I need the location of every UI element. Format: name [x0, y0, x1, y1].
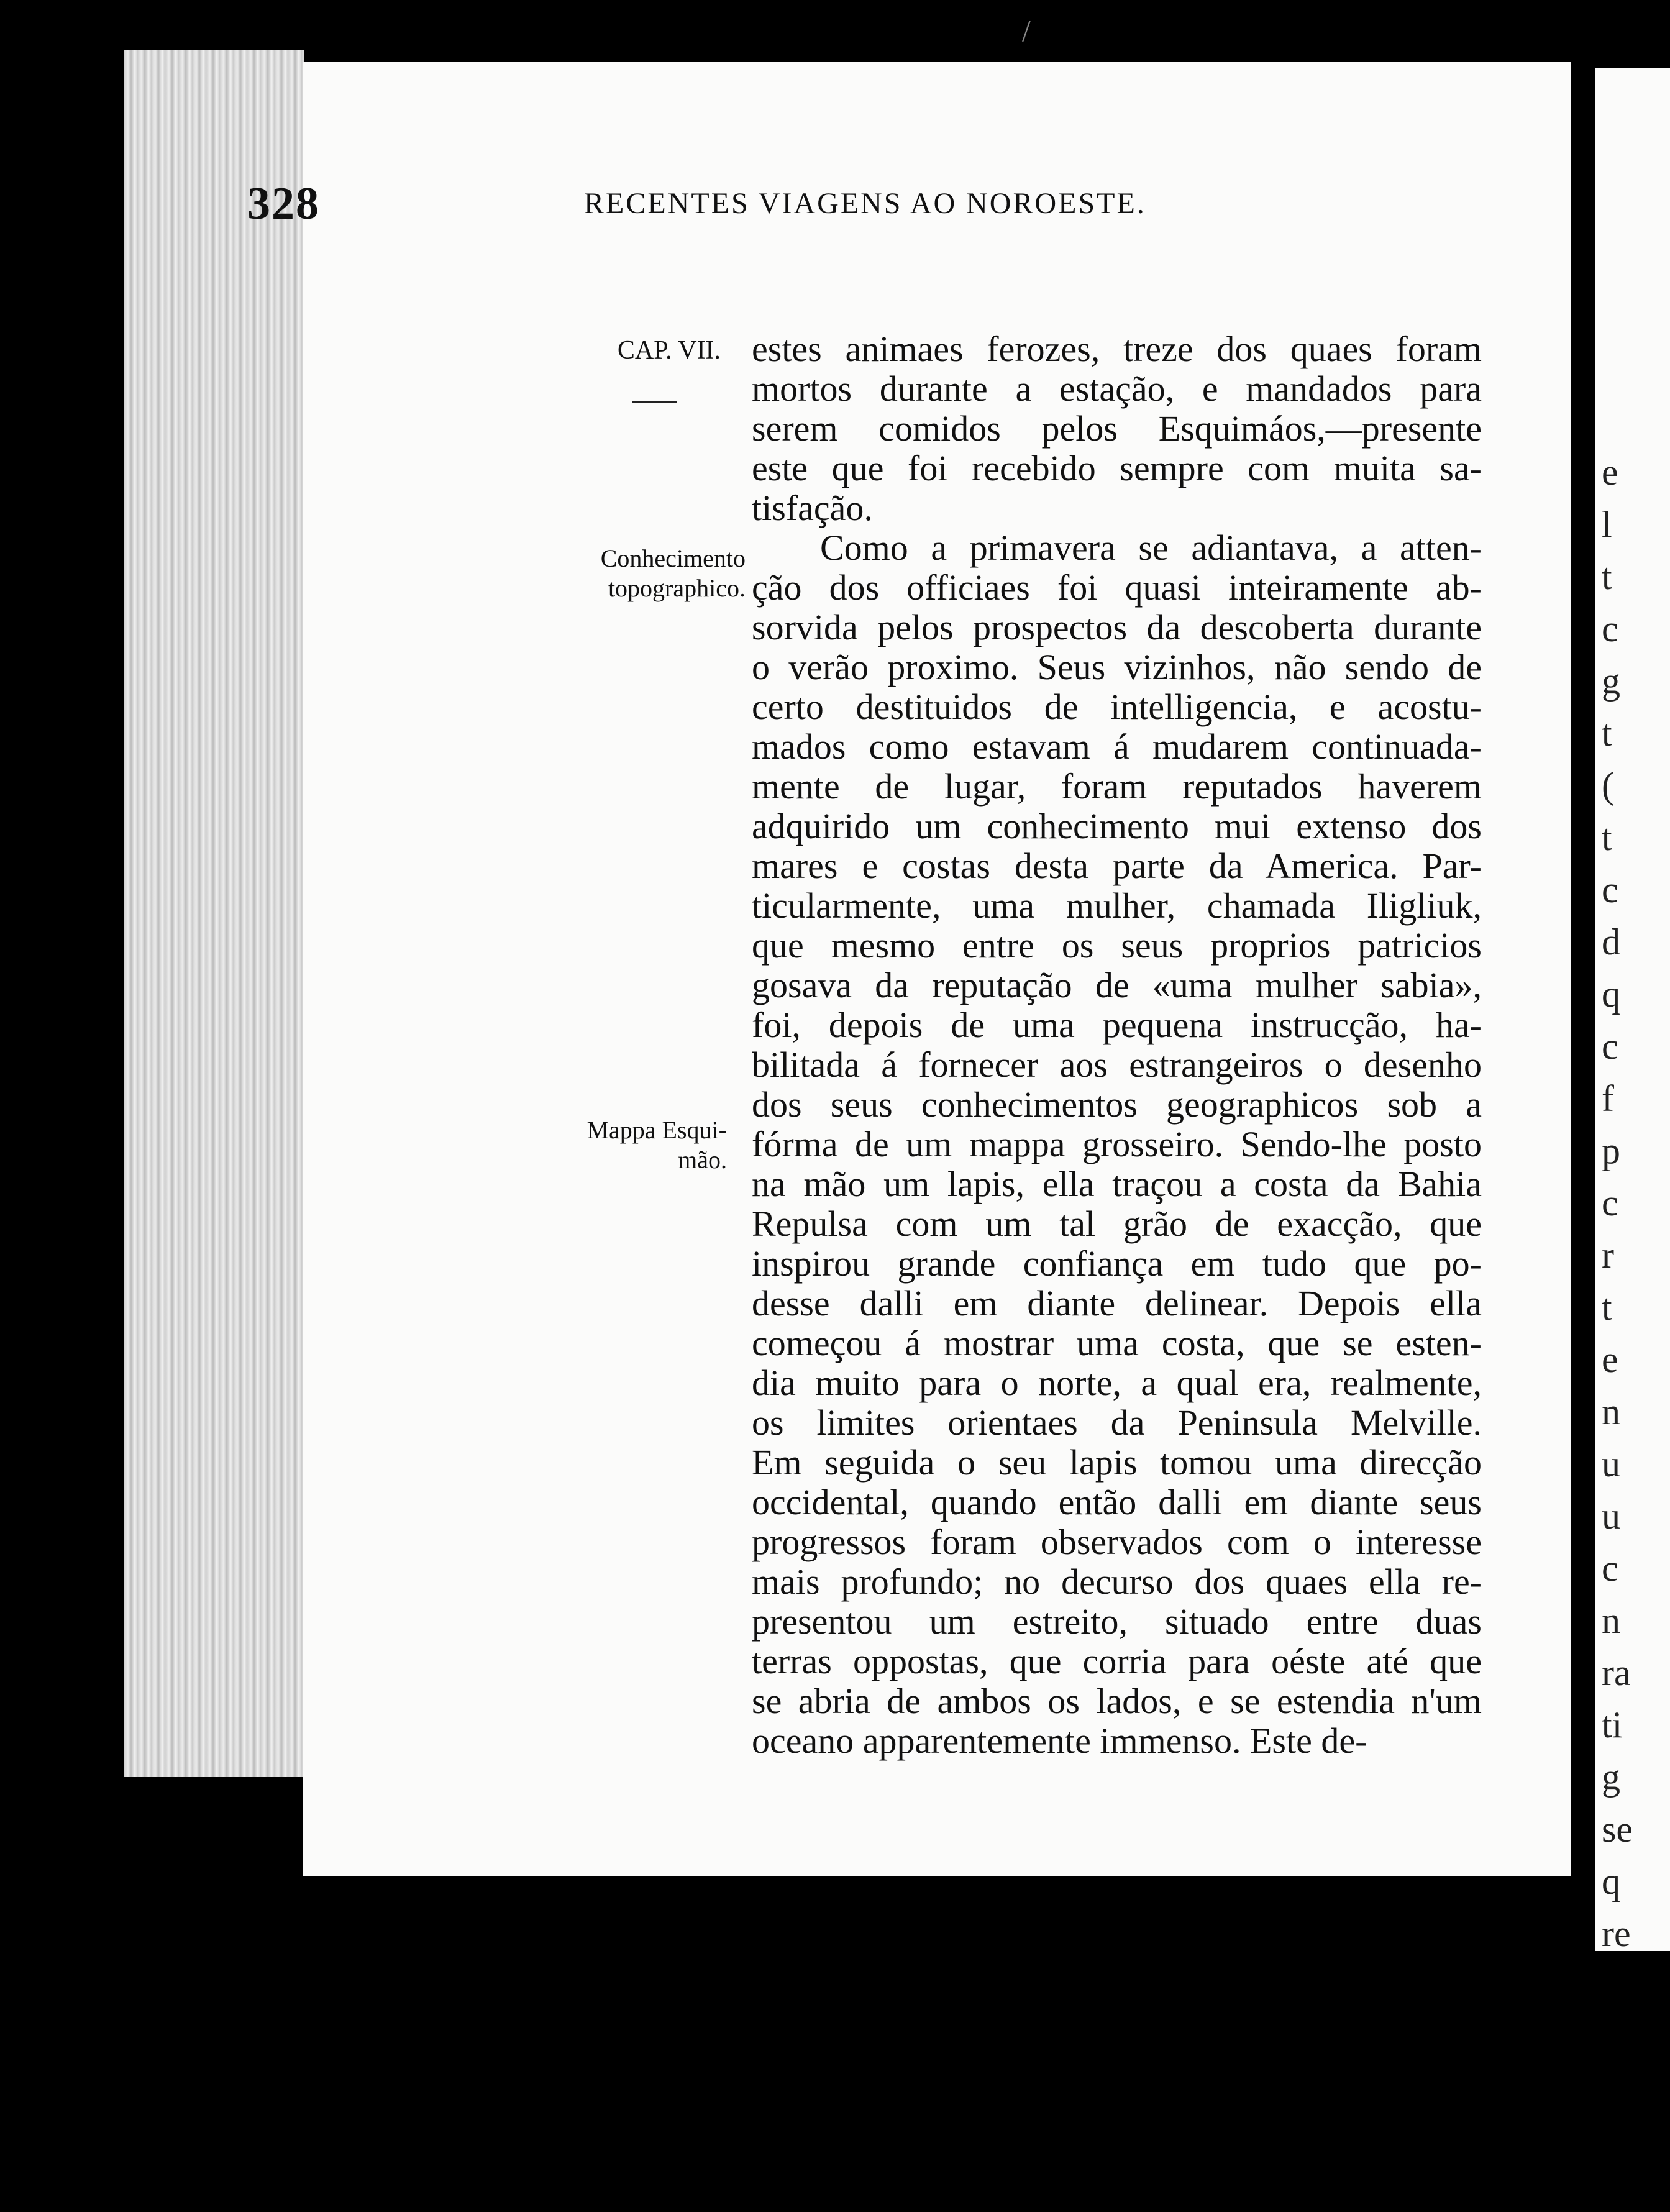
adjacent-page-fragment: c — [1602, 1026, 1618, 1067]
adjacent-page-fragment: t — [1602, 1287, 1612, 1328]
adjacent-page-fragment: q — [1602, 1861, 1620, 1902]
text-line: oceano apparentemente immenso. Este de- — [752, 1721, 1367, 1761]
adjacent-page-fragment: d — [1602, 921, 1620, 962]
chapter-divider — [632, 401, 677, 403]
adjacent-page-fragment: t — [1602, 713, 1612, 754]
text-line: Como a primavera se adiantava, a atten- — [820, 528, 1482, 568]
adjacent-page-fragment: g — [1602, 660, 1620, 702]
text-line: que mesmo entre os seus proprios patricios — [752, 925, 1482, 966]
text-line: tisfação. — [752, 488, 873, 528]
adjacent-page-fragment: r — [1602, 1235, 1614, 1276]
adjacent-page-fragment: re — [1602, 1913, 1631, 1954]
adjacent-page-fragment: se — [1602, 1809, 1633, 1850]
text-line: foi, depois de uma pequena instrucção, ha- — [752, 1005, 1482, 1045]
text-line: mares e costas desta parte da America. Par- — [752, 846, 1482, 886]
margin-note-line: mão. — [678, 1146, 727, 1174]
text-line: este que foi recebido sempre com muita sa- — [752, 448, 1482, 488]
margin-note-map — [534, 1115, 727, 1175]
text-line: desse dalli em diante delinear. Depois ella — [752, 1283, 1482, 1323]
adjacent-page-fragment: c — [1602, 869, 1618, 910]
adjacent-page-fragment: f — [1602, 1078, 1614, 1119]
margin-note-line: topographico. — [608, 574, 746, 602]
text-line: gosava da reputação de «uma mulher sabia», — [752, 965, 1482, 1005]
text-line: mais profundo; no decurso dos quaes ella re- — [752, 1561, 1482, 1602]
text-line: os limites orientaes da Peninsula Melville. — [752, 1402, 1482, 1443]
adjacent-page-fragment: u — [1602, 1443, 1620, 1484]
text-line: occidental, quando então dalli em diante seus — [752, 1482, 1482, 1522]
adjacent-page-fragment: p — [1602, 1130, 1620, 1171]
margin-note-line: Conhecimento — [600, 544, 746, 572]
adjacent-page-fragment: ti — [1602, 1704, 1623, 1745]
adjacent-page-fragment: l — [1602, 504, 1612, 545]
text-line: dos seus conhecimentos geographicos sob a — [752, 1084, 1482, 1125]
text-line: serem comidos pelos Esquimáos,—presente — [752, 408, 1482, 449]
text-line: começou á mostrar uma costa, que se esten- — [752, 1323, 1482, 1363]
running-title: RECENTES VIAGENS AO NOROESTE. — [584, 187, 1146, 220]
text-line: na mão um lapis, ella traçou a costa da Bahia — [752, 1164, 1482, 1204]
adjacent-page-fragment: u — [1602, 1496, 1620, 1537]
book-page-edges — [124, 50, 304, 1777]
text-line: terras oppostas, que corria para oéste até que — [752, 1641, 1482, 1681]
text-line: Repulsa com um tal grão de exacção, que — [752, 1204, 1482, 1244]
adjacent-page-fragment: q — [1602, 974, 1620, 1015]
text-line: ticularmente, uma mulher, chamada Iligliuk, — [752, 885, 1482, 926]
text-line: presentou um estreito, situado entre duas — [752, 1601, 1482, 1642]
adjacent-page-fragment: e — [1602, 1339, 1618, 1380]
scan-mark: / — [1022, 13, 1031, 48]
text-line: mortos durante a estação, e mandados para — [752, 368, 1482, 409]
text-line: fórma de um mappa grosseiro. Sendo-lhe posto — [752, 1124, 1482, 1164]
text-line: ção dos officiaes foi quasi inteiramente ab- — [752, 567, 1482, 608]
adjacent-page-fragment: ( — [1602, 765, 1614, 806]
text-line: adquirido um conhecimento mui extenso dos — [752, 806, 1482, 846]
adjacent-page-fragment: g — [1602, 1757, 1620, 1798]
margin-note-topographic — [547, 544, 746, 603]
text-line: certo destituidos de intelligencia, e acostu- — [752, 687, 1482, 727]
text-line: mados como estavam á mudarem continuada- — [752, 726, 1482, 767]
text-line: se abria de ambos os lados, e se estendia n'um — [752, 1681, 1482, 1721]
margin-note-line: Mappa Esqui- — [586, 1116, 727, 1144]
text-line: mente de lugar, foram reputados haverem — [752, 766, 1482, 807]
text-line: estes animaes ferozes, treze dos quaes foram — [752, 329, 1482, 369]
body-text — [752, 329, 1482, 1761]
text-line: dia muito para o norte, a qual era, realmente, — [752, 1363, 1482, 1403]
chapter-label: CAP. VII. — [617, 336, 721, 365]
adjacent-page-fragment: n — [1602, 1600, 1620, 1641]
adjacent-page — [1595, 68, 1670, 1954]
adjacent-page-fragment: n — [1602, 1391, 1620, 1432]
adjacent-page-fragment: ra — [1602, 1652, 1631, 1693]
adjacent-page-fragment: t — [1602, 817, 1612, 858]
text-line: inspirou grande confiança em tudo que po- — [752, 1243, 1482, 1284]
page-number: 328 — [247, 178, 320, 229]
text-line: o verão proximo. Seus vizinhos, não sendo de — [752, 647, 1482, 687]
text-line: progressos foram observados com o interesse — [752, 1522, 1482, 1562]
adjacent-page-fragment: t — [1602, 556, 1612, 597]
text-line: Em seguida o seu lapis tomou uma direcção — [752, 1442, 1482, 1483]
text-line: sorvida pelos prospectos da descoberta durante — [752, 607, 1482, 647]
adjacent-page-fragment: c — [1602, 608, 1618, 649]
text-line: bilitada á fornecer aos estrangeiros o desenho — [752, 1044, 1482, 1085]
adjacent-page-fragment: e — [1602, 452, 1618, 493]
adjacent-page-fragment: c — [1602, 1548, 1618, 1589]
adjacent-page-fragment: c — [1602, 1182, 1618, 1223]
